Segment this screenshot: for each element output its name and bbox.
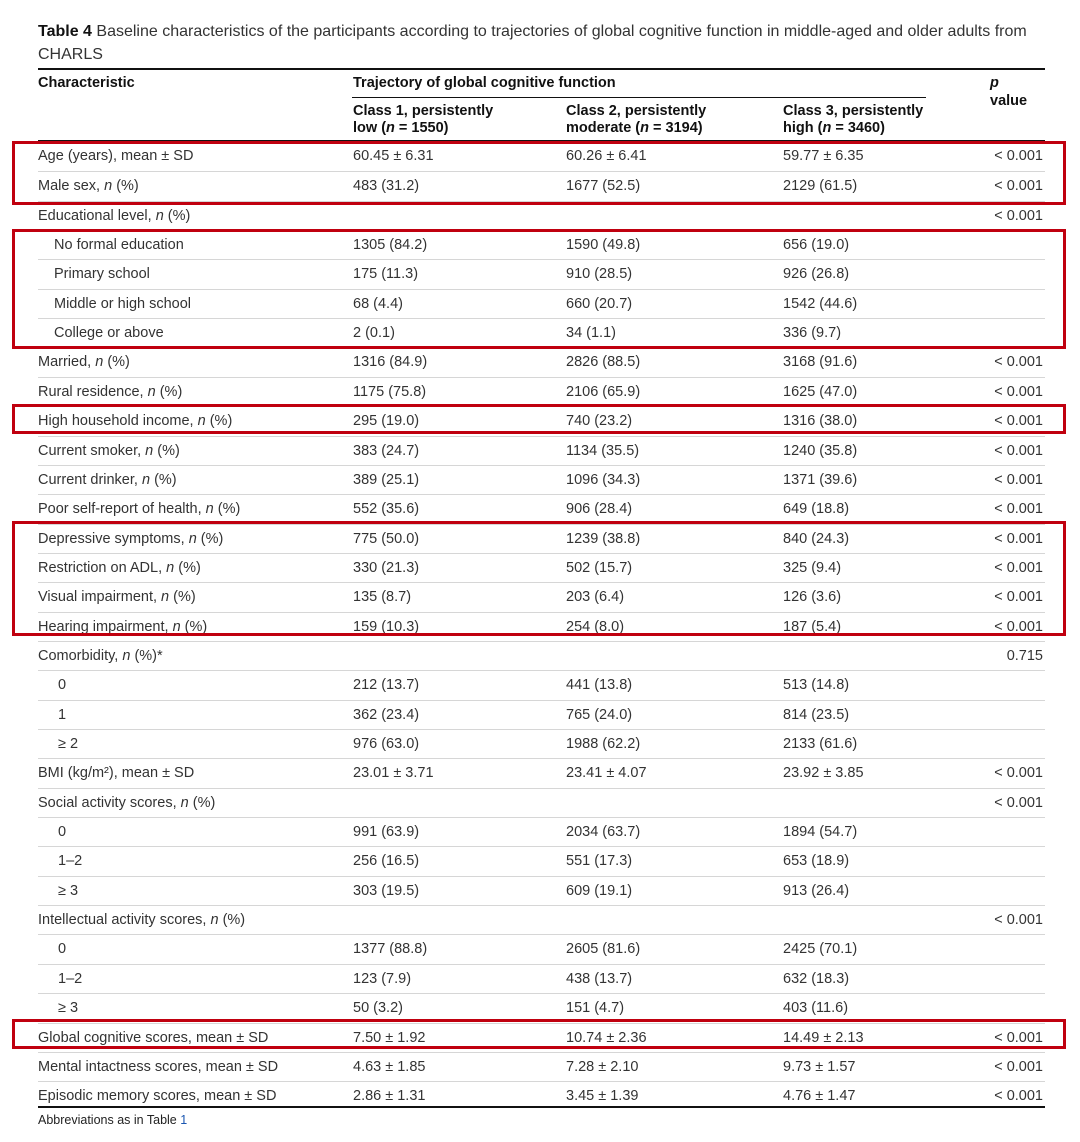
table-row xyxy=(38,876,1045,905)
table-row xyxy=(38,758,1045,787)
class-3-cell: 3168 (91.6) xyxy=(783,354,858,371)
row-label: No formal education xyxy=(54,237,184,254)
class-3-cell: 2133 (61.6) xyxy=(783,736,858,752)
p-value-cell: < 0.001 xyxy=(994,912,1043,929)
class-3-cell: 403 (11.6) xyxy=(783,1000,849,1017)
table-title: Baseline characteristics of the participants according to trajectories of global cognitive function in middle-aged and older adults from CHARLS xyxy=(38,23,1027,63)
class2-header-line2: moderate (n = 3194) xyxy=(566,120,703,136)
p-value-cell: < 0.001 xyxy=(994,148,1043,164)
row-label: ≥ 3 xyxy=(58,882,79,899)
class-1-cell: 483 (31.2) xyxy=(353,178,420,195)
class-3-cell: 1625 (47.0) xyxy=(783,383,858,400)
row-label: Episodic memory scores, mean ± SD xyxy=(38,1088,277,1105)
row-label: Poor self-report of health, n (%) xyxy=(38,501,241,518)
class-2-cell: 660 (20.7) xyxy=(566,295,633,312)
row-label: 0 xyxy=(58,941,67,958)
table-row xyxy=(38,817,1045,846)
table-row xyxy=(38,700,1045,729)
row-label: Middle or high school xyxy=(54,295,192,312)
row-label: Intellectual activity scores, n (%) xyxy=(38,912,246,929)
table-row xyxy=(38,259,1045,288)
class-1-cell: 2.86 ± 1.31 xyxy=(353,1088,426,1105)
class-2-cell: 7.28 ± 2.10 xyxy=(566,1058,639,1075)
class-1-cell: 68 (4.4) xyxy=(353,295,403,312)
table-row xyxy=(38,905,1045,934)
table-row xyxy=(38,494,1045,523)
class-3-cell: 187 (5.4) xyxy=(783,618,842,635)
class-2-cell: 1096 (34.3) xyxy=(566,471,641,488)
class-1-cell: 175 (11.3) xyxy=(353,266,419,283)
footnote-text: Abbreviations as in Table xyxy=(38,1113,177,1127)
table-row xyxy=(38,142,1045,171)
class-2-cell: 3.45 ± 1.39 xyxy=(566,1088,639,1105)
p-value-cell: < 0.001 xyxy=(994,501,1043,518)
table-row xyxy=(38,406,1045,435)
table-row xyxy=(38,553,1045,582)
table-row xyxy=(38,230,1045,259)
class-3-cell: 23.92 ± 3.85 xyxy=(783,765,864,782)
row-label: Visual impairment, n (%) xyxy=(38,589,196,606)
class-3-cell: 656 (19.0) xyxy=(783,237,850,254)
class-2-cell: 34 (1.1) xyxy=(566,325,616,342)
class-2-cell: 551 (17.3) xyxy=(566,853,633,870)
p-value-cell: < 0.001 xyxy=(994,530,1043,547)
class-1-cell: 389 (25.1) xyxy=(353,471,420,488)
row-label: 1–2 xyxy=(58,970,83,987)
p-value-cell: < 0.001 xyxy=(994,471,1043,488)
trajectory-rule xyxy=(352,97,926,98)
class-3-cell: 2425 (70.1) xyxy=(783,941,858,958)
p-header: p xyxy=(990,75,999,91)
p-value-cell: < 0.001 xyxy=(994,207,1043,224)
class-1-cell: 1175 (75.8) xyxy=(353,383,427,400)
class-3-cell: 632 (18.3) xyxy=(783,970,850,987)
row-label: College or above xyxy=(54,325,164,342)
class-2-cell: 740 (23.2) xyxy=(566,413,633,430)
bottom-rule xyxy=(38,1106,1045,1108)
table-row xyxy=(38,318,1045,347)
row-label: High household income, n (%) xyxy=(38,413,233,430)
class-1-cell: 50 (3.2) xyxy=(353,1000,403,1017)
table-row xyxy=(38,641,1045,670)
table-row xyxy=(38,377,1045,406)
class-1-cell: 1377 (88.8) xyxy=(353,941,428,958)
table-row xyxy=(38,788,1045,817)
class-3-cell: 14.49 ± 2.13 xyxy=(783,1029,864,1046)
class-1-cell: 976 (63.0) xyxy=(353,736,420,752)
class-2-cell: 765 (24.0) xyxy=(566,706,633,723)
class-1-cell: 4.63 ± 1.85 xyxy=(353,1058,426,1075)
table-row xyxy=(38,729,1045,758)
row-label: Hearing impairment, n (%) xyxy=(38,618,208,635)
class-1-cell: 552 (35.6) xyxy=(353,501,420,518)
p-value-cell: < 0.001 xyxy=(994,618,1043,635)
class-2-cell: 2106 (65.9) xyxy=(566,383,641,400)
p-value-cell: < 0.001 xyxy=(994,559,1043,576)
class-1-cell: 256 (16.5) xyxy=(353,853,420,870)
class3-header-line1: Class 3, persistently xyxy=(783,103,924,119)
class-1-cell: 303 (19.5) xyxy=(353,882,420,899)
class-1-cell: 775 (50.0) xyxy=(353,530,420,547)
table-row xyxy=(38,846,1045,875)
class-1-cell: 212 (13.7) xyxy=(353,677,420,694)
table-row xyxy=(38,582,1045,611)
p-value-cell: < 0.001 xyxy=(994,442,1043,459)
class-1-cell: 60.45 ± 6.31 xyxy=(353,148,434,164)
class-2-cell: 151 (4.7) xyxy=(566,1000,625,1017)
class-1-cell: 295 (19.0) xyxy=(353,413,420,430)
class-3-cell: 59.77 ± 6.35 xyxy=(783,148,864,164)
class-3-cell: 814 (23.5) xyxy=(783,706,850,723)
class-2-cell: 609 (19.1) xyxy=(566,882,633,899)
class-3-cell: 513 (14.8) xyxy=(783,677,850,694)
class-1-cell: 123 (7.9) xyxy=(353,970,412,987)
class-3-cell: 1316 (38.0) xyxy=(783,413,858,430)
p-value-cell: < 0.001 xyxy=(994,1029,1043,1046)
class-2-cell: 254 (8.0) xyxy=(566,618,625,635)
class1-header-line2: low (n = 1550) xyxy=(353,120,449,136)
class-2-cell: 1239 (38.8) xyxy=(566,530,641,547)
row-label: 1 xyxy=(58,706,67,723)
class-1-cell: 1305 (84.2) xyxy=(353,237,428,254)
row-label: Current drinker, n (%) xyxy=(38,471,177,488)
table-row xyxy=(38,1023,1045,1052)
class2-header-line1: Class 2, persistently xyxy=(566,103,707,119)
class-2-cell: 2605 (81.6) xyxy=(566,941,641,958)
class-2-cell: 1677 (52.5) xyxy=(566,178,641,195)
p-value-cell: 0.715 xyxy=(1006,647,1043,664)
p-value-cell: < 0.001 xyxy=(994,794,1043,811)
class-1-cell: 7.50 ± 1.92 xyxy=(353,1029,426,1046)
class-1-cell: 362 (23.4) xyxy=(353,706,420,723)
row-label: ≥ 3 xyxy=(58,1000,79,1017)
top-rule xyxy=(38,68,1045,70)
class-3-cell: 126 (3.6) xyxy=(783,589,842,606)
class-3-cell: 653 (18.9) xyxy=(783,853,850,870)
row-label: Age (years), mean ± SD xyxy=(38,148,194,164)
table-reference-link[interactable]: 1 xyxy=(180,1113,188,1127)
table-row xyxy=(38,964,1045,993)
table-row xyxy=(38,465,1045,494)
p-value-cell: < 0.001 xyxy=(994,354,1043,371)
p-value-cell: < 0.001 xyxy=(994,1058,1043,1075)
table-row xyxy=(38,289,1045,318)
p-value-cell: < 0.001 xyxy=(994,765,1043,782)
table-row xyxy=(38,171,1045,200)
table-caption xyxy=(38,20,1048,66)
row-label: ≥ 2 xyxy=(58,736,79,752)
p-value-cell: < 0.001 xyxy=(994,413,1043,430)
class-1-cell: 159 (10.3) xyxy=(353,618,420,635)
class-2-cell: 906 (28.4) xyxy=(566,501,633,518)
row-label: Global cognitive scores, mean ± SD xyxy=(38,1029,269,1046)
row-label: 1–2 xyxy=(58,853,83,870)
table-row xyxy=(38,612,1045,641)
row-label: Male sex, n (%) xyxy=(38,178,139,195)
class-2-cell: 60.26 ± 6.41 xyxy=(566,148,647,164)
class-3-cell: 336 (9.7) xyxy=(783,325,842,342)
class-2-cell: 203 (6.4) xyxy=(566,589,625,606)
characteristic-header: Characteristic xyxy=(38,75,135,91)
class-1-cell: 135 (8.7) xyxy=(353,589,412,606)
table-row xyxy=(38,1052,1045,1081)
class-3-cell: 4.76 ± 1.47 xyxy=(783,1088,856,1105)
row-label: 0 xyxy=(58,677,67,694)
class-2-cell: 910 (28.5) xyxy=(566,266,633,283)
table-row xyxy=(38,201,1045,230)
row-label: Social activity scores, n (%) xyxy=(38,794,216,811)
row-label: Comorbidity, n (%)* xyxy=(38,647,163,664)
class-2-cell: 1988 (62.2) xyxy=(566,736,641,752)
class-2-cell: 502 (15.7) xyxy=(566,559,633,576)
class-3-cell: 1542 (44.6) xyxy=(783,295,858,312)
p-value-cell: < 0.001 xyxy=(994,589,1043,606)
class-2-cell: 1590 (49.8) xyxy=(566,237,641,254)
row-label: BMI (kg/m²), mean ± SD xyxy=(38,765,195,782)
class-1-cell: 330 (21.3) xyxy=(353,559,420,576)
class-1-cell: 1316 (84.9) xyxy=(353,354,428,371)
row-label: Educational level, n (%) xyxy=(38,207,191,224)
table-label: Table 4 xyxy=(38,23,92,40)
class-3-cell: 926 (26.8) xyxy=(783,266,850,283)
class-2-cell: 10.74 ± 2.36 xyxy=(566,1029,647,1046)
class-3-cell: 1240 (35.8) xyxy=(783,442,858,459)
row-label: Mental intactness scores, mean ± SD xyxy=(38,1058,279,1075)
class3-header-line2: high (n = 3460) xyxy=(783,120,885,136)
table-row xyxy=(38,524,1045,553)
class-3-cell: 1894 (54.7) xyxy=(783,824,858,841)
table-row xyxy=(38,670,1045,699)
trajectory-header: Trajectory of global cognitive function xyxy=(353,75,616,91)
class-3-cell: 840 (24.3) xyxy=(783,530,850,547)
table-row xyxy=(38,436,1045,465)
row-label: Married, n (%) xyxy=(38,354,130,371)
row-label: Restriction on ADL, n (%) xyxy=(38,559,201,576)
table-row xyxy=(38,993,1045,1022)
row-label: Primary school xyxy=(54,266,150,283)
row-label: 0 xyxy=(58,824,67,841)
table-footnote xyxy=(38,1113,187,1127)
row-label: Depressive symptoms, n (%) xyxy=(38,530,224,547)
class-1-cell: 23.01 ± 3.71 xyxy=(353,765,434,782)
row-label: Current smoker, n (%) xyxy=(38,442,180,459)
class-3-cell: 2129 (61.5) xyxy=(783,178,858,195)
p-value-cell: < 0.001 xyxy=(994,383,1043,400)
class-3-cell: 9.73 ± 1.57 xyxy=(783,1058,856,1075)
table-row xyxy=(38,347,1045,376)
class-1-cell: 383 (24.7) xyxy=(353,442,420,459)
class-1-cell: 2 (0.1) xyxy=(353,325,395,342)
class1-header-line1: Class 1, persistently xyxy=(353,103,494,119)
class-2-cell: 2826 (88.5) xyxy=(566,354,641,371)
row-label: Rural residence, n (%) xyxy=(38,383,183,400)
class-2-cell: 438 (13.7) xyxy=(566,970,633,987)
class-3-cell: 649 (18.8) xyxy=(783,501,850,518)
p-value-cell: < 0.001 xyxy=(994,178,1043,195)
class-3-cell: 913 (26.4) xyxy=(783,882,850,899)
class-2-cell: 441 (13.8) xyxy=(566,677,633,694)
table-row xyxy=(38,934,1045,963)
p-value-cell: < 0.001 xyxy=(994,1088,1043,1105)
class-3-cell: 1371 (39.6) xyxy=(783,471,858,488)
class-2-cell: 2034 (63.7) xyxy=(566,824,641,841)
class-2-cell: 23.41 ± 4.07 xyxy=(566,765,647,782)
class-2-cell: 1134 (35.5) xyxy=(566,442,640,459)
value-header: value xyxy=(990,93,1028,109)
class-1-cell: 991 (63.9) xyxy=(353,824,420,841)
header-rule xyxy=(38,140,1045,141)
class-3-cell: 325 (9.4) xyxy=(783,559,842,576)
